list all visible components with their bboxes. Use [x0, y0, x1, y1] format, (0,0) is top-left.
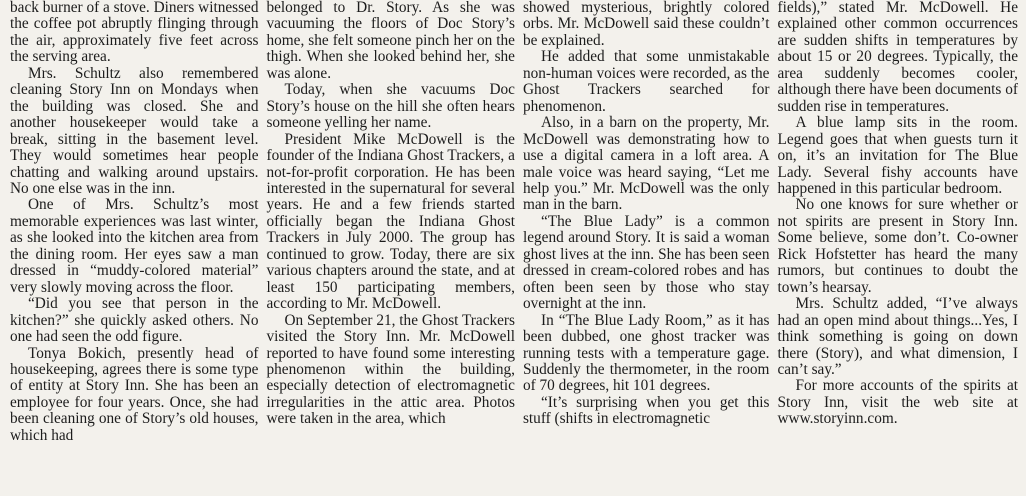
paragraph: Also, in a barn on the property, Mr. McDowell was demonstrating how to use a digital camera in a loft area. A male voice was heard saying, “Let me help you.” Mr. McDowell was the only man in the barn.	[522, 114, 770, 214]
paragraph: A blue lamp sits in the room. Legend goes that when guests turn it on, it’s an invitation for The Blue Lady. Several fishy accounts have happened in this particular bedroom.	[777, 114, 1018, 197]
paragraph: “The Blue Lady” is a common legend around Story. It is said a woman ghost lives at the inn. She has been seen dressed in cream-colored robes and has often been seen by those who stay overnight at the inn.	[522, 212, 770, 313]
paragraph: Today, when she vacuums Doc Story’s house on the hill she often hears someone yelling her name.	[266, 81, 515, 132]
paragraph: President Mike McDowell is the founder of the Indiana Ghost Trackers, a not-for-profit corporation. He has been interested in the supernatural for several years. He and a few friends started officially began the Indiana Ghost Trackers in July 2000. The group has continued to grow. Today, there are six various chapters around the state, and at least 150 participating members, according to Mr. McDowell.	[266, 130, 515, 313]
paragraph: No one knows for sure whether or not spirits are present in Story Inn. Some believe, some don’t. Co-owner Rick Hofstetter has heard the many rumors, but continues to doubt the town’s hearsay.	[777, 196, 1018, 296]
article-column-4	[773, 0, 1022, 496]
paragraph: Mrs. Schultz also remembered cleaning Story Inn on Mondays when the building was closed. She and another housekeeper would take a break, sitting in the basement level. They would sometimes hear people chatting and walking around upstairs. No one else was in the inn.	[10, 64, 259, 197]
paragraph: Mrs. Schultz added, “I’ve always had an open mind about things...Yes, I think something is going on down there (Story), and what dimension, I can’t say.”	[777, 295, 1018, 378]
paragraph: One of Mrs. Schultz’s most memorable experiences was last winter, as she looked into the kitchen area from the dining room. Her eyes saw a man dressed in “muddy-colored material” very slowly moving across the floor.	[10, 196, 259, 296]
article-column-3	[519, 0, 774, 496]
paragraph: “Did you see that person in the kitchen?” she quickly asked others. No one had seen the odd figure.	[10, 295, 259, 346]
article-column-2	[262, 0, 518, 496]
paragraph: Tonya Bokich, presently head of housekeeping, agrees there is some type of entity at Story Inn. She has been an employee for four years. Once, she had been cleaning one of Story’s old houses, which had	[10, 344, 259, 444]
paragraph: showed mysterious, brightly colored orbs. Mr. McDowell said these couldn’t be explained.	[522, 0, 770, 49]
paragraph: fields),” stated Mr. McDowell. He explained other common occurrences are sudden shifts in temperatures by about 15 or 20 degrees. Typically, the area suddenly becomes cooler, although there have been documents of sudden rise in temperatures.	[777, 0, 1018, 115]
article-column-1	[6, 0, 262, 496]
paragraph: “It’s surprising when you get this stuff (shifts in electromagnetic	[522, 393, 770, 428]
paragraph: On September 21, the Ghost Trackers visited the Story Inn. Mr. McDowell reported to have found some interesting phenomenon within the building, especially detection of electromagnetic irregularities in the attic area. Photos were taken in the area, which	[266, 311, 515, 428]
paragraph: In “The Blue Lady Room,” as it has been dubbed, one ghost tracker was running tests with a temperature gage. Suddenly the thermometer, in the room of 70 degrees, hit 101 degrees.	[522, 311, 770, 395]
paragraph: He added that some unmistakable non-human voices were recorded, as the Ghost Trackers searched for phenomenon.	[522, 48, 770, 115]
paragraph: For more accounts of the spirits at Story Inn, visit the web site at www.storyinn.com.	[777, 377, 1018, 428]
paragraph: back burner of a stove. Diners witnessed the coffee pot abruptly flinging through the air, approximately five feet across the serving area.	[10, 0, 259, 66]
paragraph: belonged to Dr. Story. As she was vacuuming the floors of Doc Story’s home, she felt someone pinch her on the thigh. When she looked behind her, she was alone.	[266, 0, 515, 82]
